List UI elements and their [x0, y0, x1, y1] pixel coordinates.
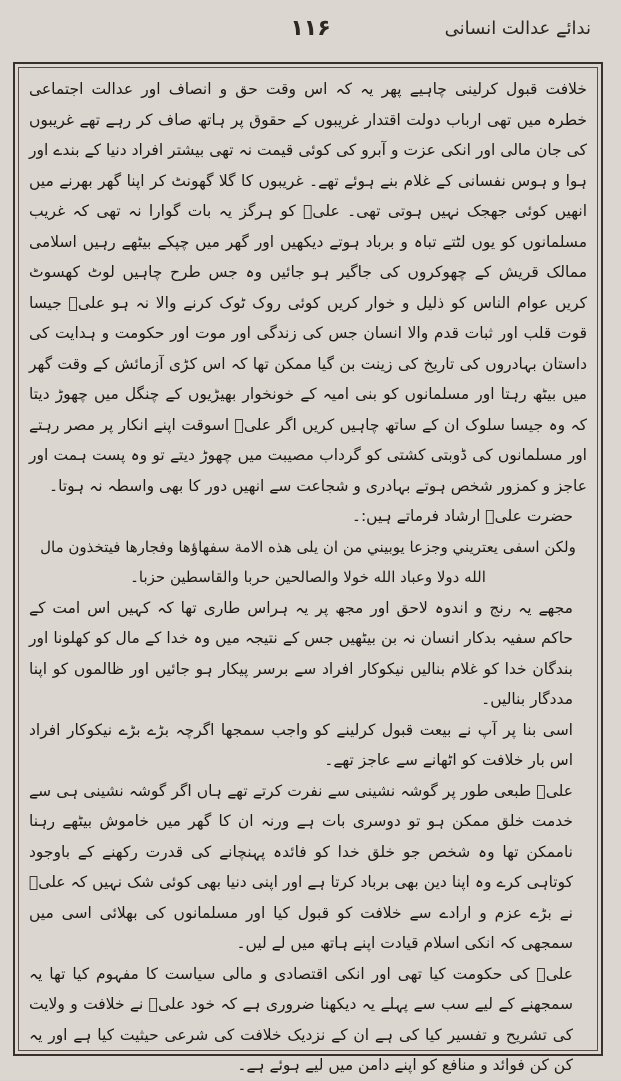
paragraph-3: مجھے یہ رنج و اندوہ لاحق اور مجھ پر یہ ہراس طاری تھا کہ کہیں اس امت کے حاکم سفیہ بدکار انسان نہ بن بیٹھیں جس کے نتیجہ میں وہ خدا کے مال کو کھلونا اور بندگان خدا کو غلام بنالیں نیکوکار افراد سے برسر پیکار ہو جائیں اور ظالموں کو اپنا مددگار بنالیں۔ [29, 598, 573, 708]
page-header [14, 4, 607, 60]
body-text [29, 74, 587, 1081]
page-number: ۱۱۶ [290, 16, 331, 41]
paragraph-4: اسی بنا پر آپ نے بیعت قبول کرلینے کو واجب سمجھا اگرچہ بڑے بڑے نیکوکار افراد اس بار خلافت کو اٹھانے سے عاجز تھے۔ [29, 720, 573, 769]
paragraph-1: خلافت قبول کرلینی چاہیے پھر یہ کہ اس وقت حق و انصاف اور عدالت اجتماعی خطرہ میں تھی ارباب دولت اقتدار غریبوں کے حقوق پر ہاتھ صاف کر رہے تھے غریبوں کی جان مالی اور انکی عزت و آبرو کی کوئی قیمت نہ تھی بیشتر افراد دنیا کے بندے اور ہوا و ہوس نفسانی کے غلام بنے ہوئے تھے۔ غریبوں کا گلا گھونٹ کر اپنا گھر بھرنے میں انھیں کوئی جھجک نہیں ہوتی تھی۔ علیؑ کو ہرگز یہ بات گوارا نہ تھی کہ غریب مسلمانوں کو یوں لٹتے تباہ و برباد ہوتے دیکھیں اور گھر میں چپکے بیٹھے رہیں اسلامی ممالک قریش کے چھوکروں کی جاگیر ہو جائیں وہ جس طرح چاہیں لوٹ کھسوٹ کریں عوام الناس کو ذلیل و خوار کریں کوئی روک ٹوک کرنے والا نہ ہو علیؑ جیسا قوت قلب اور ثبات قدم والا انسان جس کی زندگی اور موت اور حکومت و ہدایت کی داستان بہادروں کی تاریخ کی زینت بن گیا ممکن تھا کہ اس کڑی آزمائش کے وقت گھر میں بیٹھ رہتا اور مسلمانوں کو بنی امیہ کے خونخوار بھیڑیوں کے چنگل میں چھوڑ دیتا کہ وہ جیسا سلوک ان کے ساتھ چاہیں کریں اگر علیؑ اسوقت اپنے انکار پر مصر رہتے اور مسلمانوں کی ڈوبتی کشتی کو گرداب مصیبت میں چھوڑ دیتے تو وہ پست ہمت اور عاجز و کمزور شخص ہوتے بہادری و شجاعت سے انھیں دور کا بھی واسطہ نہ ہوتا۔ [29, 80, 587, 495]
arabic-quote: ولکن اسفی یعتریني وجزعا یوبیني من ان یلی هذه الامة سفهاؤها وفجارها فیتخذون مال الله دولا وعباد الله خولا والصالحین حربا والقاسطین حزبا۔ [40, 537, 576, 586]
paragraph-5: علیؑ طبعی طور پر گوشہ نشینی سے نفرت کرتے تھے ہاں اگر گوشہ نشینی ہی سے خدمت خلق ممکن ہو تو دوسری بات ہے ورنہ ان کا گھر میں خاموش بیٹھے رہنا ناممکن تھا وہ شخص جو خلق خدا کو فائدہ پہنچانے کی قدرت رکھنے کے باوجود کوتاہی کرے وہ اپنا دین بھی برباد کرتا ہے اور اپنی دنیا بھی کوئی شک نہیں کہ علیؑ نے بڑے عزم و ارادے سے خلافت کو قبول کیا اور مسلمانوں کی بھلائی اسی میں سمجھی کہ انکی اسلام قیادت اپنے ہاتھ میں لے لیں۔ [29, 781, 573, 952]
paragraph-6: علیؑ کی حکومت کیا تھی اور انکی اقتصادی و مالی سیاست کا مفہوم کیا تھا یہ سمجھنے کے لیے سب سے پہلے یہ دیکھنا ضروری ہے کہ خود علیؑ نے خلافت و ولایت کی تشریح و تفسیر کیا کی ہے ان کے نزدیک خلافت کی شرعی حیثیت کیا ہے اور یہ کن کن فوائد و منافع کو اپنے دامن میں لیے ہوئے ہے۔ [29, 964, 573, 1074]
text-frame [13, 62, 603, 1074]
running-title: ندائے عدالت انسانی [444, 18, 591, 39]
paragraph-2: حضرت علیؑ ارشاد فرماتے ہیں:۔ [351, 507, 573, 525]
